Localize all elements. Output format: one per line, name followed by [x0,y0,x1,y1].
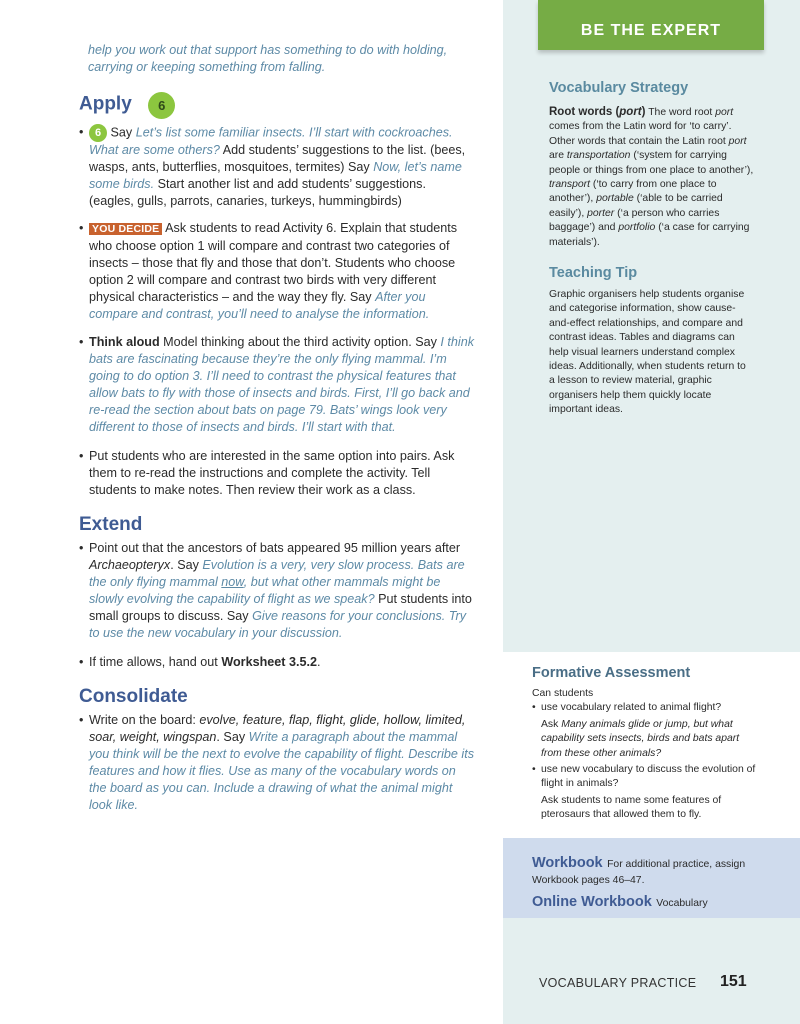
activity-badge: 6 [148,92,175,119]
formative-heading: Formative Assessment [532,665,691,681]
text: Ask [541,718,559,730]
quote: Let’s list some familiar insects. I’ll start with cockroaches. What are some others? [89,125,453,157]
text: . Say [216,730,246,744]
text: The word root [648,107,713,118]
apply-bullet-1: • 6 Say Let’s list some familiar insects. I’ll start with cockroaches. What are some others? Add students’ suggestions to the list. (bees, wasps, ants, butterflies, mosquitoes, termites) Say Now, let’s name some birds. Start another list and add students’ suggestions. (eagles, gulls, parrots, canaries, turkeys, hummingbirds) [79,125,466,208]
text: Put students who are interested in the same option into pairs. Ask them to re-read the instructions and complete the activity. Tell students to make notes. Then review their work as a class. [89,449,455,497]
quote: Evolution is a very, very slow process. Bats are the only flying mammal [89,558,465,589]
word: transport [549,179,591,191]
formative-intro: Can students [532,688,594,699]
text: are [549,150,565,162]
text: Ask students to read Activity 6. Explain that students who choose option 1 will compare and contrast two categories of insects – those that fly and those that don’t. Students who choose option 2 will compare and contrast two birds with very different physical characteristics – and the way they fly. Say [89,221,458,304]
root-word: port [619,106,642,118]
extend-bullet-1: • Point out that the ancestors of bats appeared 95 million years after Archaeopteryx. Say Evolution is a very, very slow process. Bats are the only flying mammal now, but what other mammals might be slowly evolving the capability of flight as we speak? Put students into small groups to discuss. Say Give reasons for your conclusions. Try to use the new vocabulary in your discussion. [79,541,472,640]
page-number: 151 [720,973,747,990]
quote-emphasis: now [221,575,244,589]
formative-ask-1 [532,718,762,761]
be-the-expert-ribbon: BE THE EXPERT [538,0,764,50]
online-workbook-text: Vocabulary [656,898,708,909]
word: portfolio [618,222,656,234]
teaching-tip-text: Graphic organisers help students organise and categorise information, show cause-and-effect relationships, and compare and contrast ideas. Tables and diagrams can help visual learners understand complex ideas. Additionally, when students return to a lesson to review material, graphic organisers help them quickly locate important ideas. [549,289,746,416]
extend-bullet-2: • If time allows, hand out Worksheet 3.5.2. [79,655,321,669]
vocab-strategy-heading: Vocabulary Strategy [549,80,689,96]
quote: Give reasons for your conclusions. Try to use the new vocabulary in your discussion. [89,609,467,640]
text: . Say [170,558,199,572]
species-name: Archaeopteryx [89,558,171,572]
apply-bullet-4: • Put students who are interested in the same option into pairs. Ask them to re-read the instructions and complete the activity. Tell students to make notes. Then review their work as a class. [79,449,455,497]
apply-bullet-3: • Think aloud Model thinking about the third activity option. Say I think bats are fascinating because they’re the only flying mammal. I’m going to do option 3. I’ll need to contrast the physical features that allow bats to fly with those of insects and birds. First, I’ll go back and re-read the section about bats on page 79. Bats’ wings look very different to those of insects and birds. I’ll start with that. [79,335,475,434]
activity-badge-small: 6 [89,124,107,142]
quote: , but what other mammals might be slowly evolving the capability of flight as we speak? [89,575,441,606]
text: Put students into small groups to discuss. Say [89,592,472,623]
quote: After you compare and contrast, you’ll need to analyse the information. [89,290,430,321]
text: (‘system for carrying people or things from one place to another’), [549,150,754,176]
word: porter [587,207,615,219]
worksheet-ref: Worksheet 3.5.2 [221,655,317,669]
text: . [316,655,321,669]
teaching-tip-heading: Teaching Tip [549,265,638,281]
text: (‘able to be carried easily’), [549,193,723,219]
quote: Many animals glide or jump, but what capability sets insects, birds and bats apart from these other animals? [541,718,740,759]
text: Start another list and add students’ suggestions. (eagles, gulls, parrots, canaries, turkeys, hummingbirds) [89,177,426,208]
think-aloud-label: Think aloud [89,335,160,349]
text: use vocabulary related to animal flight? [541,702,722,714]
online-workbook-label: Online Workbook [532,894,652,910]
text: Write on the board: [89,713,196,727]
word: portable [596,193,634,205]
root-words-label: Root words ( [549,106,620,118]
apply-heading-row [79,92,175,119]
quote: I think bats are fascinating because they’re the only flying mammal. I’m going to do option 3. I’ll need to contrast the physical features that allow bats to fly with those of insects and birds. First, I’ll go back and re-read the section about bats on page 79. Bats’ wings look very different to those of insects and birds. I’ll start with that. [89,335,475,434]
text: (‘to carry from one place to another’), [549,179,717,205]
text: (‘a person who carries baggage’) and [549,207,720,234]
text: (‘a case for carrying materials’). [549,222,750,248]
apply-bullet-2: • YOU DECIDE Ask students to read Activity 6. Explain that students who choose option 1 will compare and contrast two categories of insects – those that fly and those that don’t. Students who choose option 2 will compare and contrast two birds with very different physical characteristics – and the way they fly. Say After you compare and contrast, you’ll need to analyse the information. [79,221,458,321]
quote: Write a paragraph about the mammal you think will be the next to evolve the capability of flight. Describe its features and how it flies. Use as many of the vocabulary words on the board as you can. Include a drawing of what the animal might look like. [89,730,475,812]
formative-text [532,687,762,823]
footer-section: VOCABULARY PRACTICE [539,976,697,990]
quote: Now, let’s name some birds. [89,160,462,191]
online-workbook-line [532,893,708,911]
formative-bullet-1: • use vocabulary related to animal flight? [532,702,722,714]
you-decide-tag: YOU DECIDE [89,223,162,235]
text: Model thinking about the third activity option. Say [163,335,437,349]
vocab-strategy-text [549,105,754,250]
text: If time allows, hand out [89,655,218,669]
vocab-words: evolve, feature, flap, flight, glide, hollow, limited, soar, weight, wingspan [89,713,466,744]
word: port [728,135,747,147]
consolidate-bullet: • Write on the board: evolve, feature, flap, flight, glide, hollow, limited, soar, weight, wingspan. Say Write a paragraph about the mammal you think will be the next to evolve the capability of flight. Describe its features and how it flies. Use as many of the vocabulary words on the board as you can. Include a drawing of what the animal might look like. [79,713,475,812]
consolidate-heading: Consolidate [79,686,188,707]
extend-heading: Extend [79,514,143,535]
workbook-text: For additional practice, assign Workbook pages 46–47. [532,859,746,886]
paren: ) [641,106,646,118]
workbook-label: Workbook [532,855,603,871]
formative-ask-2: Ask students to name some features of pterosaurs that allowed them to fly. [541,794,722,821]
intro-text [88,42,478,76]
text: Point out that the ancestors of bats appeared 95 million years after [89,541,461,555]
apply-heading: Apply [79,93,132,115]
word: port [715,107,734,118]
text: comes from the Latin word for ‘to carry’. Other words that contain the Latin root [549,121,732,147]
formative-bullet-2: • use new vocabulary to discuss the evolution of flight in animals? [532,764,756,790]
word: transportation [566,150,631,162]
text: use new vocabulary to discuss the evolution of flight in animals? [541,764,756,790]
workbook-line [532,856,762,888]
say-label: Say [110,125,133,140]
intro-italic: help you work out that support has something to do with holding, carrying or keeping something from falling. [88,43,448,74]
text: Add students’ suggestions to the list. (bees, wasps, ants, butterflies, mosquitoes, termites) Say [89,143,466,174]
